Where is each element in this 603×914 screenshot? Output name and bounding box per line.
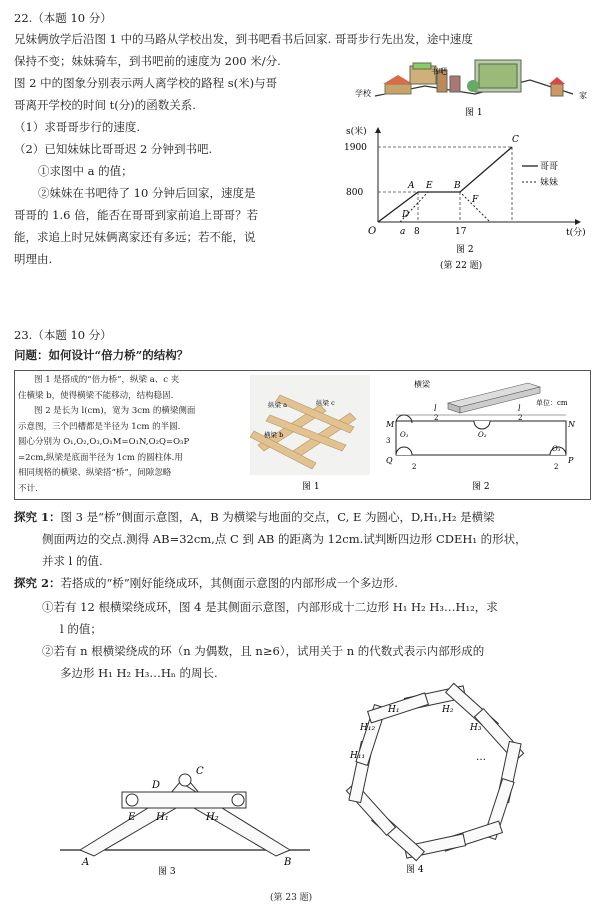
fig4-ellipsis: … (476, 752, 486, 763)
q22-text-line4: 哥离开学校的时间 t(分)的函数关系. (14, 98, 196, 112)
q23-intro-text (18, 373, 233, 497)
fig2-frac-den: 2 (434, 414, 439, 422)
fig3-label-B: B (284, 857, 292, 868)
explore2-item: ②若有 n 根横梁绕成的环（n 为偶数，且 n≥6），试用关于 n 的代数式表示内部形成的 (42, 644, 485, 658)
fig2-dim-3: 3 (386, 437, 391, 445)
fig2-y-tick-1900: 1900 (344, 143, 367, 153)
fig2-point-B: B (454, 181, 461, 191)
fig2-unit: 单位：cm (536, 399, 568, 407)
fig4-label-H12: H₁₂ (360, 723, 376, 733)
q22-figure1 (355, 58, 595, 120)
fig2-frac-den-2: 2 (518, 414, 523, 422)
q22-text-line1: 兄妹俩放学后沿图 1 中的马路从学校出发，到书吧看书后回家. 哥哥步行先出发，途中速度 (14, 32, 473, 46)
fig2-origin: O (368, 226, 377, 237)
fig2-point-A: A (408, 181, 415, 191)
q23-problem-title: 问题：如何设计“倍力桥”的结构？ (14, 348, 189, 362)
q23-header: 23.（本题 10 分） (14, 328, 112, 342)
intro-line: 图 2 是长为 l(cm)，宽为 3cm 的横梁侧面 (34, 406, 196, 416)
q22-subquestion-2: （2）已知妹妹比哥哥迟 2 分钟到书吧. (14, 142, 213, 156)
q22-subquestion-2a: ①求图中 a 的值； (38, 164, 133, 178)
fig2-point-F: F (472, 195, 479, 205)
fig3-label-H2: H₂ (206, 812, 219, 823)
q22-subquestion-2e: 明理由. (14, 252, 53, 266)
explore1-line: 图 3 是“桥”侧面示意图，A，B 为横梁与地面的交点，C, E 为圆心，D,H₁,H₂ 是横梁 (60, 510, 495, 524)
fig4-label-H2: H₂ (442, 705, 454, 715)
explore2-label: 探究 2： (14, 576, 61, 590)
fig2-series-brother (378, 147, 512, 222)
q23-figure4 (340, 672, 540, 882)
explore2-line: 若搭成的“桥”刚好能绕成环，其侧面示意图的内部形成一个多边形. (60, 576, 398, 590)
explore1-label: 探究 1： (14, 510, 61, 524)
q22-subquestion-2b: ②妹妹在书吧待了 10 分钟后回家，速度是 (38, 186, 256, 200)
q23-explore1 (14, 508, 495, 527)
q23-explore2 (14, 574, 398, 593)
fig1-label-c: 纵梁 c (316, 399, 335, 407)
fig2-point-C: C (512, 135, 519, 145)
fig2-label-P: P (568, 456, 574, 465)
fig2-y-axis-label: s(米) (346, 127, 367, 137)
explore2-item: l 的值； (60, 622, 102, 636)
fig2-caption: 图 2 (456, 245, 474, 255)
fig2-x-tick-a: a (400, 227, 406, 237)
fig2-dim-2: 2 (412, 463, 417, 471)
q22-subquestion-2d: 能，求追上时兄妹俩离家还有多远；若不能，说 (14, 230, 256, 244)
fig2-legend-brother: 哥哥 (540, 162, 559, 172)
q23-fig3-caption: 图 3 (158, 867, 176, 877)
fig1-label-bookbar: 书吧 (431, 67, 447, 76)
fig4-label-H3: H₃ (470, 723, 482, 733)
q22-subquestion-1: （1）求哥哥步行的速度. (14, 120, 140, 134)
q23-figure3 (60, 760, 320, 880)
fig4-label-H1: H₁ (388, 705, 400, 715)
fig2-frac-num-2: l (518, 404, 521, 413)
explore1-line: 侧面两边的交点.测得 AB=32cm,点 C 到 AB 的距离为 12cm.试判断四边形 CDEH₁ 的形状， (42, 532, 527, 546)
intro-line: 住横梁 b，使得横梁不能移动，结构稳固. (18, 390, 174, 401)
explore1-line: 并求 l 的值. (42, 554, 103, 568)
fig3-label-A: A (82, 857, 90, 868)
fig3-label-D: D (152, 780, 161, 791)
fig3-label-H1: H₁ (156, 812, 169, 823)
fig2-frac-num: l (434, 404, 437, 413)
intro-line: 相同规格的横梁、纵梁搭“桥”，间隙忽略 (18, 468, 172, 478)
q22-header: 22.（本题 10 分） (14, 11, 112, 25)
q23-figure2 (378, 375, 586, 495)
fig2-label-O2: O₂ (478, 431, 487, 439)
intro-line: =2cm,纵梁是底面半径为 1cm 的圆柱体.用 (18, 452, 183, 463)
q22-text-line3: 图 2 中的图象分别表示两人离学校的路程 s(米)与哥 (14, 76, 278, 90)
fig2-label-O1: O₁ (400, 431, 409, 439)
fig2-label-O3: O₃ (552, 445, 561, 453)
q22-text-line2: 保持不变；妹妹骑车，到书吧前的速度为 200 米/分. (14, 54, 281, 68)
fig2-label-Q: Q (386, 456, 393, 465)
fig2-title: 横梁 (414, 380, 430, 389)
explore2-item: 多边形 H₁ H₂ H₃…Hₙ 的周长. (60, 666, 218, 680)
fig1-label-b: 横梁 b (264, 431, 284, 439)
fig2-label-N: N (568, 420, 575, 429)
fig2-label-M: M (386, 420, 395, 429)
q22-footer: (第 22 题) (440, 261, 483, 271)
fig1-caption: 图 1 (465, 108, 483, 118)
q23-figure1 (250, 375, 370, 495)
intro-line: 不计. (18, 483, 38, 494)
fig1-label-a: 纵梁 a (268, 401, 287, 409)
fig2-point-E: E (426, 181, 433, 191)
intro-line: 示意图，三个凹槽都是半径为 1cm 的半圆. (18, 421, 181, 432)
fig4-label-H11: H₁₁ (350, 751, 366, 761)
q23-fig2-caption: 图 2 (472, 482, 490, 492)
fig2-x-axis-label: t(分) (566, 228, 586, 238)
intro-line: 圆心分别为 O₁,O₂,O₃,O₁M=O₁N,O₂Q=O₃P (18, 437, 190, 447)
q23-fig4-caption: 图 4 (406, 865, 424, 875)
q22-figure2 (340, 122, 595, 272)
fig2-x-tick-8: 8 (414, 227, 420, 237)
fig2-point-D: D (402, 210, 410, 220)
q23-fig1-caption: 图 1 (302, 482, 320, 492)
fig2-y-tick-800: 800 (346, 188, 364, 198)
q23-footer: (第 23 题) (270, 893, 313, 903)
fig2-dim-2b: 2 (554, 463, 559, 471)
fig3-label-E: E (128, 812, 136, 823)
fig1-label-home: 家 (579, 91, 587, 100)
explore2-item: ①若有 12 根横梁绕成环，图 4 是其侧面示意图，内部形成十二边形 H₁ H₂ H₃…H₁₂，求 (42, 600, 498, 614)
fig2-x-tick-17: 17 (455, 227, 467, 237)
q22-subquestion-2c: 哥哥的 1.6 倍，能否在哥哥到家前追上哥哥？若 (14, 208, 259, 222)
fig2-legend-sister: 妹妹 (540, 178, 559, 188)
intro-line: 图 1 是搭成的“倍力桥”，纵梁 a、c 夹 (34, 375, 180, 385)
fig1-label-school: 学校 (355, 89, 371, 98)
fig3-label-C: C (196, 766, 204, 777)
